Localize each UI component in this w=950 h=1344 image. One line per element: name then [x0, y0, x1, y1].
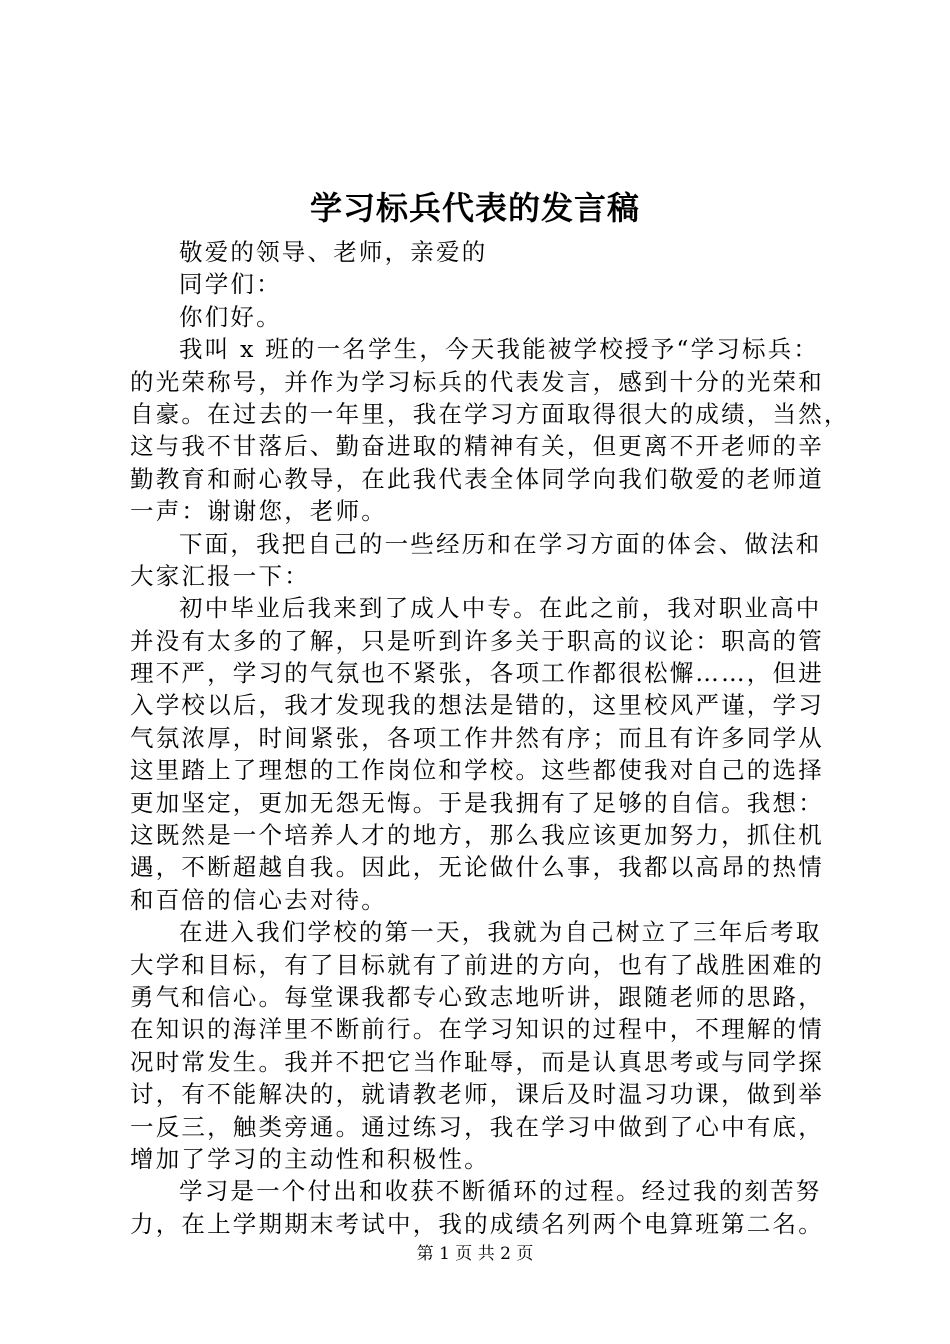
document-title: 学习标兵代表的发言稿: [309, 189, 640, 227]
body-line: 勇气和信心。每堂课我都专心致志地听讲，跟随老师的思路，: [130, 982, 824, 1011]
body-line: 你们好。: [179, 302, 282, 331]
body-line: 在进入我们学校的第一天，我就为自己树立了三年后考取: [179, 918, 822, 947]
body-line: 我叫 x 班的一名学生，今天我能被学校授予“学习标兵：: [179, 335, 820, 364]
body-line: 学习是一个付出和收获不断循环的过程。经过我的刻苦努: [179, 1177, 822, 1206]
body-line: 在知识的海洋里不断前行。在学习知识的过程中，不理解的情: [130, 1015, 824, 1044]
body-line: 的光荣称号，并作为学习标兵的代表发言，感到十分的光荣和: [130, 367, 824, 396]
body-line: 下面，我把自己的一些经历和在学习方面的体会、做法和: [179, 529, 822, 558]
body-line: 初中毕业后我来到了成人中专。在此之前，我对职业高中: [179, 594, 822, 623]
body-line: 理不严，学习的气氛也不紧张，各项工作都很松懈……，但进: [130, 659, 824, 688]
body-line: 一反三，触类旁通。通过练习，我在学习中做到了心中有底，: [130, 1112, 824, 1141]
body-line: 况时常发生。我并不把它当作耻辱，而是认真思考或与同学探: [130, 1047, 824, 1076]
body-line: 这与我不甘落后、勤奋进取的精神有关，但更离不开老师的辛: [130, 432, 824, 461]
body-line: 遇，不断超越自我。因此，无论做什么事，我都以高昂的热情: [130, 853, 824, 882]
body-line: 一声：谢谢您，老师。: [130, 497, 387, 526]
body-line: 增加了学习的主动性和积极性。: [130, 1144, 490, 1173]
body-line: 敬爱的领导、老师，亲爱的: [179, 238, 488, 266]
page-footer: 第 1 页 共 2 页: [416, 1244, 534, 1264]
body-line: 大家汇报一下：: [130, 561, 310, 590]
body-line: 同学们：: [179, 270, 282, 299]
body-line: 这里踏上了理想的工作岗位和学校。这些都使我对自己的选择: [130, 756, 824, 785]
body-line: 自豪。在过去的一年里，我在学习方面取得很大的成绩，当然，: [130, 399, 850, 428]
body-line: 力，在上学期期末考试中，我的成绩名列两个电算班第二名。: [130, 1209, 824, 1238]
body-line: 大学和目标，有了目标就有了前进的方向，也有了战胜困难的: [130, 950, 824, 979]
body-line: 讨，有不能解决的，就请教老师，课后及时温习功课，做到举: [130, 1080, 824, 1109]
body-line: 更加坚定，更加无怨无悔。于是我拥有了足够的自信。我想：: [130, 788, 824, 817]
body-line: 勤教育和耐心教导，在此我代表全体同学向我们敬爱的老师道: [130, 464, 824, 493]
body-line: 入学校以后，我才发现我的想法是错的，这里校风严谨，学习: [130, 691, 824, 720]
document-body: [130, 236, 850, 1240]
body-line: 和百倍的信心去对待。: [130, 885, 387, 914]
body-line: 气氛浓厚，时间紧张，各项工作井然有序；而且有许多同学从: [130, 723, 824, 752]
body-line: 这既然是一个培养人才的地方，那么我应该更加努力，抓住机: [130, 821, 824, 850]
body-line: 并没有太多的了解，只是听到许多关于职高的议论：职高的管: [130, 626, 824, 655]
